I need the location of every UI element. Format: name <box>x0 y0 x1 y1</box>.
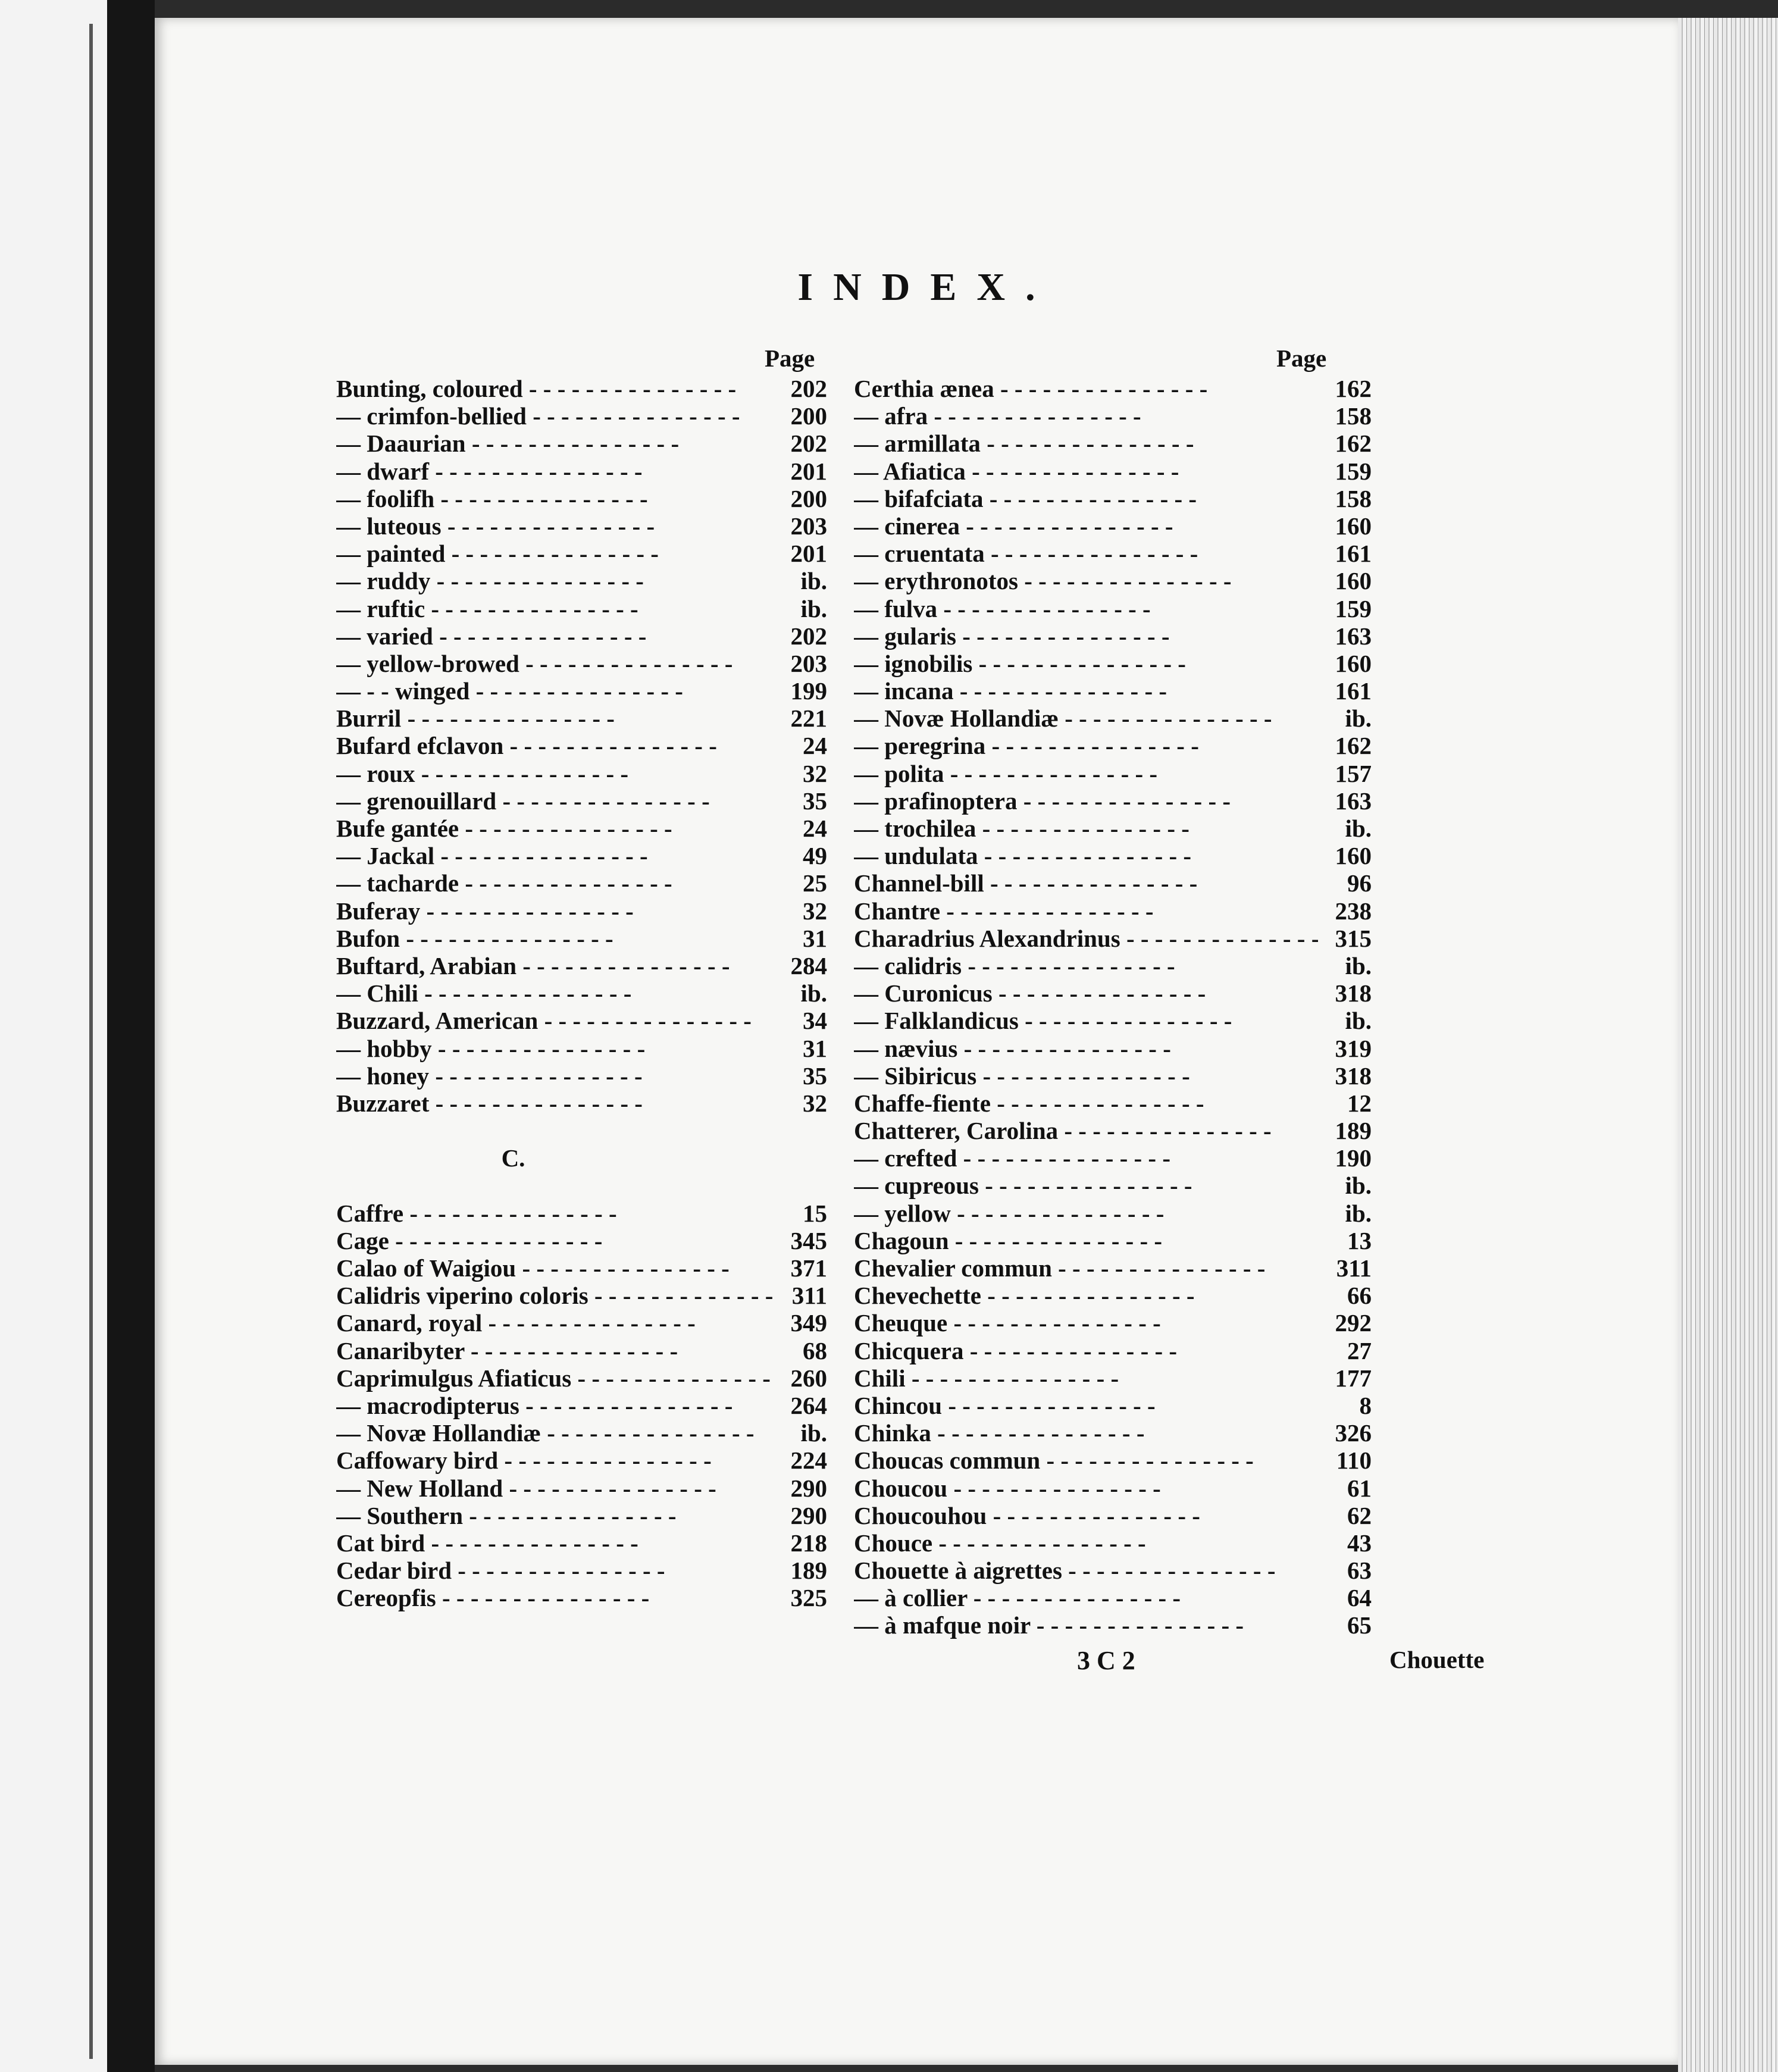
entry-page-number: 160 <box>1335 649 1372 677</box>
entry-term: Chatterer, Carolina - - <box>854 1117 1318 1144</box>
entry-page-number: 238 <box>1335 897 1372 925</box>
index-entry <box>854 1200 1372 1227</box>
entry-page-number: 110 <box>1336 1447 1372 1475</box>
entry-page-number: 202 <box>790 622 827 650</box>
entry-page-number: ib. <box>1345 815 1372 842</box>
entry-term: — - - winged - - <box>336 677 774 705</box>
entry-page-number: 218 <box>790 1529 827 1557</box>
entry-page-number: ib. <box>800 567 827 595</box>
entry-page-number: 315 <box>1335 924 1372 952</box>
entry-page-number: ib. <box>800 594 827 622</box>
entry-term: Chili - - <box>854 1364 1318 1392</box>
entry-page-number: ib. <box>800 979 827 1007</box>
entry-term: — cupreous - - <box>854 1172 1318 1199</box>
entry-page-number: 260 <box>790 1364 827 1392</box>
index-entry <box>854 1364 1372 1392</box>
row-spacer <box>336 1172 827 1199</box>
entry-page-number: 96 <box>1347 869 1372 897</box>
entry-page-number: 158 <box>1335 484 1372 512</box>
entry-page-number: 163 <box>1335 622 1372 650</box>
entry-term: Calidris viperino coloris - - <box>336 1282 774 1309</box>
entry-page-number: 24 <box>803 815 827 842</box>
index-entry <box>336 1447 827 1474</box>
index-entry <box>336 430 827 457</box>
entry-page-number: 157 <box>1335 759 1372 787</box>
signature-mark: 3 C 2 <box>1077 1646 1135 1675</box>
index-entry <box>336 1337 827 1364</box>
entry-term: — armillata - - <box>854 430 1318 457</box>
entry-term: — hobby - - <box>336 1035 774 1062</box>
entry-page-number: 62 <box>1347 1501 1372 1529</box>
entry-page-number: 189 <box>790 1557 827 1585</box>
entry-page-number: 68 <box>803 1337 827 1364</box>
index-entry <box>336 1282 827 1309</box>
entry-page-number: 34 <box>803 1007 827 1035</box>
index-entry <box>854 869 1372 897</box>
entry-page-number: ib. <box>1345 705 1372 733</box>
entry-term: Cereopfis - - <box>336 1584 774 1611</box>
entry-term: Cheuque - - <box>854 1309 1318 1337</box>
index-entry <box>854 1309 1372 1337</box>
entry-term: Calao of Waigiou - - <box>336 1254 774 1282</box>
left-column-page-header: Page <box>765 345 815 372</box>
index-entry <box>854 1475 1372 1502</box>
index-entry <box>854 787 1372 815</box>
index-entry <box>336 732 827 759</box>
entry-term: — Curonicus - - <box>854 979 1318 1007</box>
entry-term: Cedar bird - - <box>336 1557 774 1584</box>
entry-term: Caffowary bird - - <box>336 1447 774 1474</box>
index-entry <box>854 540 1372 567</box>
entry-term: Charadrius Alexandrinus - - <box>854 925 1318 952</box>
entry-term: Choucou - - <box>854 1475 1318 1502</box>
entry-page-number: 25 <box>803 869 827 897</box>
index-entry <box>854 1090 1372 1117</box>
entry-page-number: 64 <box>1347 1584 1372 1612</box>
entry-term: — calidris - - <box>854 952 1318 979</box>
index-entry <box>336 1090 827 1117</box>
book-page <box>155 18 1678 2065</box>
entry-term: — peregrina - - <box>854 732 1318 759</box>
page-stack-edge <box>1678 18 1778 2072</box>
entry-term: — gularis - - <box>854 622 1318 650</box>
index-entry <box>336 1200 827 1227</box>
entry-term: Certhia ænea - - <box>854 375 1318 402</box>
entry-page-number: 13 <box>1347 1226 1372 1254</box>
index-entry <box>336 402 827 430</box>
index-entry <box>336 1584 827 1611</box>
entry-term: Chevechette - - <box>854 1282 1318 1309</box>
entry-term: Canard, royal - - <box>336 1309 774 1337</box>
entry-page-number: 200 <box>790 484 827 512</box>
entry-term: Chaffe-fiente - - <box>854 1090 1318 1117</box>
index-entry <box>854 1172 1372 1199</box>
entry-page-number: 201 <box>790 540 827 568</box>
index-entry <box>854 1392 1372 1419</box>
entry-term: Chinka - - <box>854 1419 1318 1447</box>
entry-page-number: 311 <box>791 1282 827 1310</box>
entry-page-number: 161 <box>1335 540 1372 568</box>
entry-page-number: ib. <box>800 1419 827 1447</box>
entry-page-number: 326 <box>1335 1419 1372 1447</box>
entry-page-number: ib. <box>1345 1007 1372 1035</box>
entry-page-number: 290 <box>790 1501 827 1529</box>
entry-page-number: 160 <box>1335 567 1372 595</box>
entry-term: — roux - - <box>336 760 774 787</box>
entry-page-number: 27 <box>1347 1337 1372 1364</box>
index-entry <box>854 1611 1372 1639</box>
book-gutter <box>107 0 155 2072</box>
entry-page-number: 162 <box>1335 375 1372 402</box>
entry-page-number: 290 <box>790 1474 827 1502</box>
entry-term: — dwarf - - <box>336 458 774 485</box>
index-entry <box>336 1364 827 1392</box>
index-entry <box>854 1557 1372 1584</box>
entry-page-number: 160 <box>1335 842 1372 870</box>
index-entry <box>854 1502 1372 1529</box>
entry-term: — macrodipterus - - <box>336 1392 774 1419</box>
index-entry <box>854 622 1372 650</box>
entry-page-number: 161 <box>1335 677 1372 705</box>
entry-page-number: 63 <box>1347 1557 1372 1585</box>
index-entry <box>854 1007 1372 1034</box>
entry-term: — Falklandicus - - <box>854 1007 1318 1034</box>
entry-term: Buftard, Arabian - - <box>336 952 774 979</box>
entry-term: — luteous - - <box>336 512 774 540</box>
entry-page-number: 158 <box>1335 402 1372 430</box>
entry-term: — ruddy - - <box>336 567 774 594</box>
entry-page-number: 159 <box>1335 594 1372 622</box>
index-entry <box>854 897 1372 925</box>
entry-term: — erythronotos - - <box>854 567 1318 594</box>
page-title: INDEX. <box>797 265 1056 309</box>
entry-term: — Novæ Hollandiæ - - <box>336 1419 774 1447</box>
entry-term: Bufard efclavon - - <box>336 732 774 759</box>
entry-page-number: 65 <box>1347 1611 1372 1639</box>
entry-term: — Afiatica - - <box>854 458 1318 485</box>
index-entry <box>854 1447 1372 1474</box>
entry-page-number: 49 <box>803 842 827 870</box>
entry-term: Caprimulgus Afiaticus - - <box>336 1364 774 1392</box>
entry-term: — Daaurian - - <box>336 430 774 457</box>
entry-term: — à collier - - <box>854 1584 1318 1611</box>
index-entry <box>336 1419 827 1447</box>
entry-page-number: 189 <box>1335 1117 1372 1145</box>
index-entry <box>336 869 827 897</box>
index-entry <box>854 1062 1372 1090</box>
index-entry <box>854 1529 1372 1557</box>
entry-page-number: 318 <box>1335 1062 1372 1090</box>
entry-term: — fulva - - <box>854 595 1318 622</box>
facing-page-edge <box>0 0 107 2072</box>
index-entry <box>336 375 827 402</box>
entry-term: — crefted - - <box>854 1144 1318 1172</box>
entry-term: — bifafciata - - <box>854 485 1318 512</box>
entry-term: — polita - - <box>854 760 1318 787</box>
entry-term: — incana - - <box>854 677 1318 705</box>
entry-term: Buzzaret - - <box>336 1090 774 1117</box>
entry-term: — grenouillard - - <box>336 787 774 815</box>
index-entry <box>336 787 827 815</box>
entry-page-number: 264 <box>790 1391 827 1419</box>
entry-page-number: 203 <box>790 649 827 677</box>
entry-page-number: 160 <box>1335 512 1372 540</box>
entry-term: Cat bird - - <box>336 1529 774 1557</box>
entry-page-number: 31 <box>803 1034 827 1062</box>
entry-page-number: 200 <box>790 402 827 430</box>
index-entry <box>336 458 827 485</box>
entry-term: Burril - - <box>336 705 774 732</box>
entry-page-number: 349 <box>790 1309 827 1337</box>
index-entry <box>854 375 1372 402</box>
entry-term: Chantre - - <box>854 897 1318 925</box>
index-entry <box>854 402 1372 430</box>
entry-term: — foolifh - - <box>336 485 774 512</box>
index-entry <box>336 815 827 842</box>
right-column-page-header: Page <box>1276 345 1327 372</box>
catchword: Chouette <box>1389 1646 1485 1673</box>
entry-page-number: 32 <box>803 897 827 925</box>
entry-term: — Sibiricus - - <box>854 1062 1318 1090</box>
entry-page-number: 159 <box>1335 457 1372 485</box>
index-entry <box>336 1035 827 1062</box>
entry-term: — yellow-browed - - <box>336 650 774 677</box>
entry-term: — prafinoptera - - <box>854 787 1318 815</box>
entry-term: Choucas commun - - <box>854 1447 1318 1474</box>
entry-term: Bufon - - <box>336 925 774 952</box>
entry-page-number: 32 <box>803 759 827 787</box>
entry-term: Buzzard, American - - <box>336 1007 774 1034</box>
index-entry <box>854 952 1372 979</box>
index-entry <box>854 979 1372 1007</box>
entry-term: Canaribyter - - <box>336 1337 774 1364</box>
index-entry <box>854 1419 1372 1447</box>
entry-term: Channel-bill - - <box>854 869 1318 897</box>
entry-page-number: 201 <box>790 457 827 485</box>
entry-page-number: 163 <box>1335 787 1372 815</box>
entry-term: — cinerea - - <box>854 512 1318 540</box>
index-entry <box>854 815 1372 842</box>
entry-page-number: 43 <box>1347 1529 1372 1557</box>
entry-term: Chouette à aigrettes - - <box>854 1557 1318 1584</box>
entry-page-number: 325 <box>790 1584 827 1612</box>
entry-page-number: 32 <box>803 1089 827 1117</box>
index-entry <box>336 1309 827 1337</box>
entry-term: Buferay - - <box>336 897 774 925</box>
index-entry <box>336 1007 827 1034</box>
entry-term: Caffre - - <box>336 1200 774 1227</box>
entry-term: — afra - - <box>854 402 1318 430</box>
entry-term: — painted - - <box>336 540 774 567</box>
entry-page-number: 177 <box>1335 1364 1372 1392</box>
index-entry <box>336 485 827 512</box>
index-entry <box>336 705 827 732</box>
index-entry <box>854 677 1372 705</box>
entry-term: — honey - - <box>336 1062 774 1090</box>
index-entry <box>336 1254 827 1282</box>
index-entry <box>336 540 827 567</box>
index-entry <box>854 430 1372 457</box>
index-entry <box>336 512 827 540</box>
index-entry <box>336 952 827 979</box>
index-entry <box>854 705 1372 732</box>
index-entry <box>854 1117 1372 1144</box>
entry-page-number: 24 <box>803 732 827 760</box>
entry-page-number: 35 <box>803 1062 827 1090</box>
entry-page-number: 12 <box>1347 1089 1372 1117</box>
index-entry <box>854 595 1372 622</box>
index-entry <box>854 485 1372 512</box>
entry-page-number: ib. <box>1345 952 1372 979</box>
entry-term: — undulata - - <box>854 842 1318 869</box>
entry-term: Bufe gantée - - <box>336 815 774 842</box>
entry-term: Chouce - - <box>854 1529 1318 1557</box>
entry-term: — Southern - - <box>336 1502 774 1529</box>
entry-page-number: 284 <box>790 952 827 979</box>
entry-page-number: 292 <box>1335 1309 1372 1337</box>
index-entry <box>854 1035 1372 1062</box>
index-entry <box>336 595 827 622</box>
entry-term: — trochilea - - <box>854 815 1318 842</box>
index-column-right <box>854 375 1372 1639</box>
entry-term: Choucouhou - - <box>854 1502 1318 1529</box>
entry-page-number: 199 <box>790 677 827 705</box>
entry-term: — Chili - - <box>336 979 774 1007</box>
entry-term: Cage - - <box>336 1227 774 1254</box>
entry-term: — New Holland - - <box>336 1475 774 1502</box>
index-entry <box>336 650 827 677</box>
entry-page-number: 224 <box>790 1447 827 1475</box>
entry-term: — varied - - <box>336 622 774 650</box>
entry-term: — ignobilis - - <box>854 650 1318 677</box>
entry-term: Chicquera - - <box>854 1337 1318 1364</box>
entry-term: Chincou - - <box>854 1392 1318 1419</box>
index-entry <box>854 650 1372 677</box>
entry-term: — yellow - - <box>854 1200 1318 1227</box>
entry-page-number: 221 <box>790 705 827 733</box>
index-entry <box>854 842 1372 869</box>
index-entry <box>854 512 1372 540</box>
index-entry <box>336 1475 827 1502</box>
index-entry <box>336 622 827 650</box>
entry-term: — crimfon-bellied - - <box>336 402 774 430</box>
entry-page-number: 318 <box>1335 979 1372 1007</box>
entry-page-number: 202 <box>790 430 827 458</box>
entry-page-number: 202 <box>790 375 827 402</box>
entry-page-number: 190 <box>1335 1144 1372 1172</box>
index-entry <box>854 1144 1372 1172</box>
index-entry <box>336 842 827 869</box>
index-entry <box>336 1529 827 1557</box>
row-spacer <box>336 1117 827 1144</box>
entry-page-number: 15 <box>803 1199 827 1227</box>
entry-term: Chagoun - - <box>854 1227 1318 1254</box>
entry-page-number: 162 <box>1335 430 1372 458</box>
entry-page-number: 8 <box>1359 1391 1372 1419</box>
entry-term: C. <box>501 1144 525 1172</box>
entry-term: — cruentata - - <box>854 540 1318 567</box>
index-entry <box>854 925 1372 952</box>
entry-term: Chevalier commun - - <box>854 1254 1318 1282</box>
index-entry <box>854 1584 1372 1611</box>
index-entry <box>336 1062 827 1090</box>
entry-page-number: 66 <box>1347 1282 1372 1310</box>
index-entry <box>336 1392 827 1419</box>
index-entry <box>336 979 827 1007</box>
entry-page-number: 35 <box>803 787 827 815</box>
index-entry <box>336 677 827 705</box>
index-entry <box>854 567 1372 594</box>
index-entry <box>854 1337 1372 1364</box>
index-entry <box>854 732 1372 759</box>
index-entry <box>854 760 1372 787</box>
index-entry <box>336 897 827 925</box>
index-entry <box>336 1227 827 1254</box>
index-entry <box>336 1502 827 1529</box>
index-column-left <box>336 375 827 1611</box>
entry-term: Bunting, coloured - - <box>336 375 774 402</box>
entry-page-number: 203 <box>790 512 827 540</box>
entry-term: — ruftic - - <box>336 595 774 622</box>
entry-page-number: ib. <box>1345 1172 1372 1200</box>
index-entry <box>854 1254 1372 1282</box>
entry-term: — Novæ Hollandiæ - - <box>854 705 1318 732</box>
entry-term: — tacharde - - <box>336 869 774 897</box>
entry-page-number: 61 <box>1347 1474 1372 1502</box>
index-entry <box>854 458 1372 485</box>
entry-page-number: ib. <box>1345 1199 1372 1227</box>
entry-page-number: 371 <box>790 1254 827 1282</box>
index-entry <box>336 760 827 787</box>
index-entry <box>336 925 827 952</box>
entry-term: — Jackal - - <box>336 842 774 869</box>
entry-page-number: 345 <box>790 1226 827 1254</box>
entry-term: — à mafque noir - - <box>854 1611 1318 1639</box>
entry-term: — nævius - - <box>854 1035 1318 1062</box>
entry-page-number: 162 <box>1335 732 1372 760</box>
facing-page-rule <box>89 24 93 2059</box>
index-entry <box>854 1227 1372 1254</box>
entry-page-number: 311 <box>1336 1254 1372 1282</box>
section-heading <box>336 1144 827 1172</box>
index-entry <box>336 567 827 594</box>
entry-page-number: 31 <box>803 924 827 952</box>
index-entry <box>854 1282 1372 1309</box>
index-entry <box>336 1557 827 1584</box>
entry-page-number: 319 <box>1335 1034 1372 1062</box>
